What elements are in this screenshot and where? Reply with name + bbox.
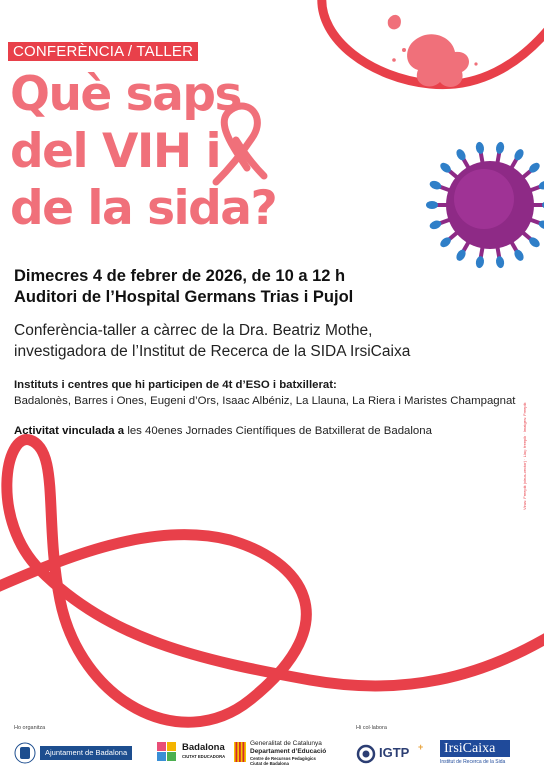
virus-spike-tip	[495, 256, 505, 269]
colorful-blocks-icon	[155, 740, 179, 764]
logo-ajuntament	[14, 742, 140, 764]
virus-spike-tip	[475, 141, 485, 154]
shield-icon	[14, 742, 36, 764]
ribbon-large-bottom	[0, 439, 544, 722]
organizer-label: Ho organitza	[14, 725, 46, 731]
collaborator-label: Hi col·labora	[356, 725, 387, 731]
title-line: de la sida?	[10, 181, 277, 236]
activity-text: les 40enes Jornades Científiques de Batxillerat de Badalona	[124, 425, 432, 437]
event-datetime-place	[14, 266, 353, 308]
schools-list: Badalonès, Barres i Ones, Eugeni d’Ors, Isaac Albéniz, La Llauna, La Riera i Maristes Champagnat	[14, 395, 516, 407]
ciutat-educadora: CIUTAT EDUCADORA	[182, 754, 226, 759]
ajuntament-name: Ajuntament de Badalona	[40, 746, 132, 760]
irsicaixa-name: IrsiCaixa	[444, 741, 496, 756]
activity-bold: Activitat vinculada a	[14, 425, 125, 437]
virus-spike-tip	[426, 201, 438, 209]
virus-spike-tip	[495, 141, 505, 154]
virus-spike-tip	[428, 179, 442, 191]
speaker-info	[14, 320, 410, 362]
virus-illustration	[426, 141, 544, 268]
crp-line-2: Ciutat de Badalona	[250, 761, 289, 766]
senyera-icon	[234, 742, 246, 762]
event-date: Dimecres 4 de febrer de 2026, de 10 a 12 h	[14, 267, 346, 285]
spiral-icon	[356, 744, 376, 764]
event-type-tag: CONFERÈNCIA / TALLER	[8, 42, 198, 61]
generalitat-name: Generalitat de Catalunya	[250, 740, 322, 747]
virus-spike-tip	[428, 219, 442, 231]
virus-spike-tip	[475, 256, 485, 269]
irsicaixa-subtitle: Institut de Recerca de la Sida	[440, 759, 506, 765]
title-line: del VIH i	[10, 124, 221, 179]
title-line: Què saps	[10, 67, 241, 122]
schools-heading: Instituts i centres que hi participen de 4t d’ESO i batxillerat:	[14, 379, 337, 391]
linked-activity	[14, 424, 432, 438]
speaker-line: Conferència-taller a càrrec de la Dra. Beatriz Mothe,	[14, 322, 373, 339]
logo-generalitat	[234, 740, 344, 768]
logo-igtp	[356, 742, 432, 766]
image-credit: Virus: Freepik (virus-vector) · Llaç: freepik · Imatges: Freepik	[522, 402, 527, 510]
igtp-name: IGTP	[379, 745, 410, 760]
departament-name: Departament d’Educació	[250, 748, 327, 755]
logo-badalona-ciutat-educadora	[155, 740, 227, 766]
badalona-name: Badalona	[182, 742, 225, 753]
logo-irsicaixa	[440, 740, 512, 766]
page-title	[10, 66, 310, 237]
igtp-mark: +	[418, 742, 424, 752]
event-place: Auditori de l’Hospital Germans Trias i Pujol	[14, 288, 354, 306]
speaker-line: investigadora de l’Institut de Recerca de la SIDA IrsiCaixa	[14, 343, 411, 360]
crp-line-1: Centre de Recursos Pedagògics	[250, 756, 316, 761]
